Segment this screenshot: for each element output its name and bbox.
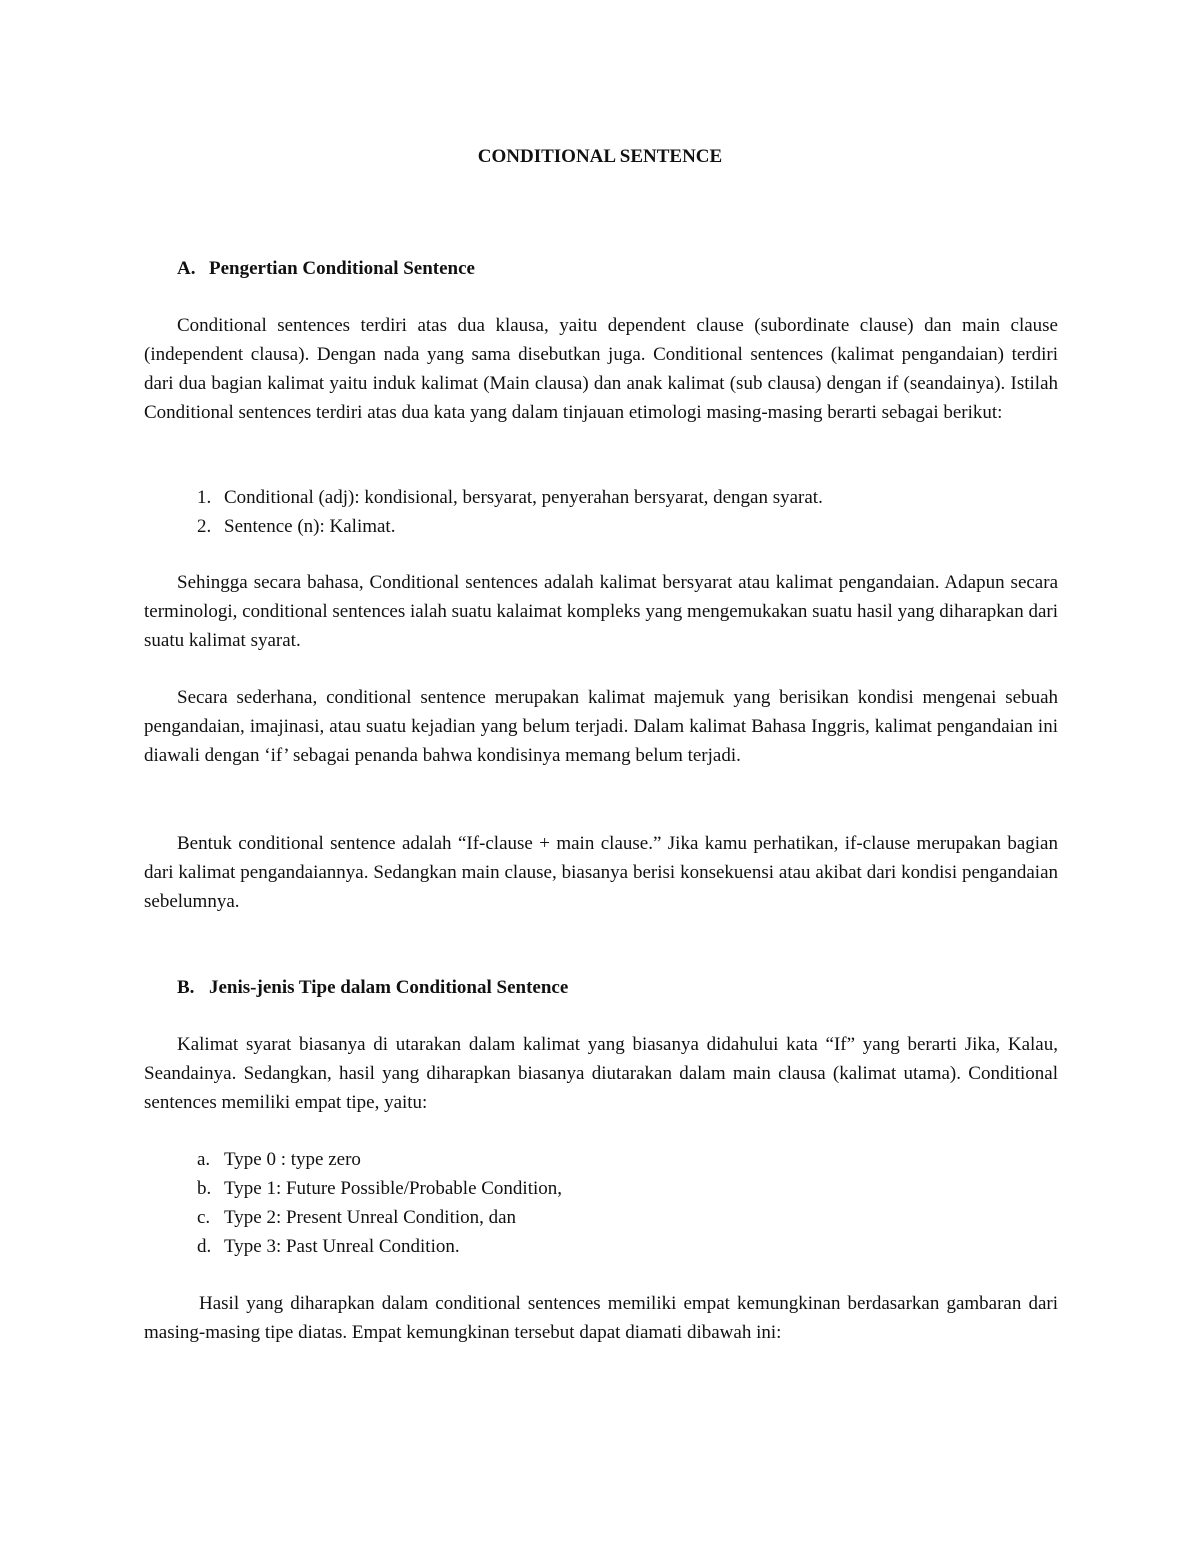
list-item-text: Conditional (adj): kondisional, bersyarat, penyerahan bersyarat, dengan syarat.	[224, 487, 823, 508]
list-item	[197, 1145, 562, 1174]
list-item	[197, 1203, 562, 1232]
section-b-marker: B.	[177, 977, 195, 998]
list-item-marker: 2.	[197, 516, 212, 537]
section-b-paragraph-1: Kalimat syarat biasanya di utarakan dalam kalimat yang biasanya didahului kata “If” yang berarti Jika, Kalau, Seandainya. Sedangkan, hasil yang diharapkan biasanya diutarakan dalam main clausa (kalimat utama). Conditional sentences memiliki empat tipe, yaitu:	[144, 1034, 1058, 1113]
list-item	[197, 483, 823, 512]
section-b-heading	[177, 975, 568, 1001]
list-item-marker: d.	[197, 1236, 212, 1257]
section-a-heading-text: Pengertian Conditional Sentence	[209, 258, 475, 279]
section-b-paragraph-2: Hasil yang diharapkan dalam conditional sentences memiliki empat kemungkinan berdasarkan gambaran dari masing-masing tipe diatas. Empat kemungkinan tersebut dapat diamati dibawah ini:	[144, 1293, 1058, 1343]
list-item-text: Type 2: Present Unreal Condition, dan	[224, 1207, 517, 1228]
list-item-marker: c.	[197, 1207, 211, 1228]
section-a-paragraph-4: Bentuk conditional sentence adalah “If-clause + main clause.” Jika kamu perhatikan, if-clause merupakan bagian dari kalimat pengandaiannya. Sedangkan main clause, biasanya berisi konsekuensi atau akibat dari kondisi pengandaian sebelumnya.	[144, 833, 1058, 912]
list-item-marker: b.	[197, 1178, 212, 1199]
list-item-text: Sentence (n): Kalimat.	[224, 516, 396, 537]
list-item	[197, 1232, 562, 1261]
list-item-marker: 1.	[197, 487, 212, 508]
list-item-text: Type 0 : type zero	[224, 1149, 361, 1170]
section-a-definition-list	[197, 483, 823, 541]
list-item-text: Type 3: Past Unreal Condition.	[224, 1236, 460, 1257]
section-a-marker: A.	[177, 258, 196, 279]
list-item-marker: a.	[197, 1149, 211, 1170]
section-a-paragraph-1: Conditional sentences terdiri atas dua klausa, yaitu dependent clause (subordinate clause) dan main clause (independent clausa). Dengan nada yang sama disebutkan juga. Conditional sentences (kalimat pengandaian) terdiri dari dua bagian kalimat yaitu induk kalimat (Main clausa) dan anak kalimat (sub clausa) dengan if (seandainya). Istilah Conditional sentences terdiri atas dua kata yang dalam tinjauan etimologi masing-masing berarti sebagai berikut:	[144, 315, 1058, 423]
document-title: CONDITIONAL SENTENCE	[477, 146, 723, 167]
section-b-heading-text: Jenis-jenis Tipe dalam Conditional Sentence	[209, 977, 569, 998]
section-b-type-list	[197, 1145, 562, 1261]
list-item	[197, 512, 823, 541]
section-a-paragraph-2: Sehingga secara bahasa, Conditional sentences adalah kalimat bersyarat atau kalimat pengandaian. Adapun secara terminologi, conditional sentences ialah suatu kalaimat kompleks yang mengemukakan suatu hasil yang diharapkan dari suatu kalimat syarat.	[144, 572, 1058, 651]
section-a-heading	[177, 256, 475, 282]
list-item-text: Type 1: Future Possible/Probable Condition,	[224, 1178, 563, 1199]
section-a-paragraph-3: Secara sederhana, conditional sentence merupakan kalimat majemuk yang berisikan kondisi mengenai sebuah pengandaian, imajinasi, atau suatu kejadian yang belum terjadi. Dalam kalimat Bahasa Inggris, kalimat pengandaian ini diawali dengan ‘if’ sebagai penanda bahwa kondisinya memang belum terjadi.	[144, 687, 1058, 766]
list-item	[197, 1174, 562, 1203]
